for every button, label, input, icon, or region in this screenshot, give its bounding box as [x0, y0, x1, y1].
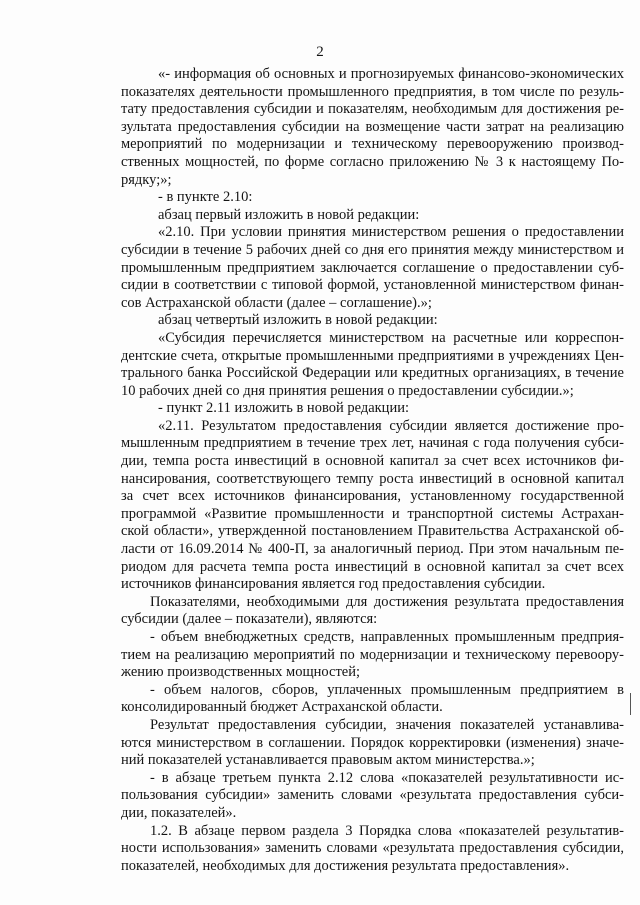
text-line: тием на реализацию мероприятий по модернизации и техническому перевоору-	[121, 646, 624, 663]
text-line: ственных мощностей, по форме согласно приложению № 3 к настоящему По-	[121, 153, 624, 170]
text-line: - объем внебюджетных средств, направленных промышленным предприя-	[150, 629, 624, 645]
text-line: дентские счета, открытые промышленными предприятиями в учреждениях Цен-	[121, 347, 624, 364]
text-line: - в абзаце третьем пункта 2.12 слова «показателей результативности ис-	[150, 769, 624, 786]
text-line: «2.11. Результатом предоставления субсидии является достижение про-	[158, 417, 624, 434]
text-line: ласти от 16.09.2014 № 400-П, за аналогичный период. При этом начальным пе-	[121, 541, 624, 558]
text-line: за счет всех источников финансирования, установленному государственной	[121, 488, 624, 505]
text-line: пользования субсидии» заменить словами «результата предоставления субси-	[121, 787, 624, 804]
text-line: сов Астраханской области (далее – соглашение).»;	[121, 294, 432, 311]
text-line: - пункт 2.11 изложить в новой редакции:	[158, 400, 409, 417]
text-line: «- информация об основных и прогнозируемых финансово-экономических	[158, 66, 624, 82]
text-line: субсидии в течение 5 рабочих дней со дня его принятия между министерством и	[121, 241, 624, 258]
text-line: абзац первый изложить в новой редакции:	[158, 206, 420, 223]
text-line: показателей, необходимых для достижения результата предоставления».	[121, 857, 570, 874]
text-line: «Субсидия перечисляется министерством на расчетные или корреспон-	[158, 329, 624, 346]
text-line: - объем налогов, сборов, уплаченных промышленным предприятием в	[150, 681, 624, 698]
text-line: показателях деятельности промышленного предприятия, в том числе по резуль-	[121, 83, 624, 100]
text-line: дии, показателей».	[121, 804, 237, 821]
margin-mark	[630, 693, 631, 715]
text-line: трального банка Российской Федерации или кредитных организациях, в течение	[121, 365, 624, 382]
text-line: риодом для расчета темпа роста инвестиций в основной капитал за счет всех	[121, 558, 624, 575]
page-number: 2	[316, 44, 324, 60]
text-line: программой «Развитие промышленности и транспортной системы Астрахан-	[121, 505, 624, 522]
text-line: ются министерством в соглашении. Порядок корректировки (изменения) значе-	[121, 734, 624, 751]
text-line: зультата предоставления субсидии на возмещение части затрат на реализацию	[121, 118, 624, 135]
text-line: 10 рабочих дней со дня принятия решения о предоставлении субсидии.»;	[121, 382, 574, 399]
text-line: консолидированный бюджет Астраханской области.	[121, 699, 443, 716]
text-line: сидии в соответствии с типовой формой, установленной министерством финан-	[121, 277, 624, 294]
text-line: рядку;»;	[121, 171, 172, 188]
text-line: мероприятий по модернизации и техническому перевооружению производ-	[121, 136, 624, 153]
text-line: Результат предоставления субсидии, значения показателей устанавлива-	[150, 716, 624, 733]
text-line: ний показателей устанавливается правовым актом министерства.»;	[121, 752, 535, 769]
text-line: ской области», утвержденной постановлением Правительства Астраханской об-	[121, 523, 624, 540]
text-line: нансирования, соответствующего темпу роста инвестиций в основной капитал	[121, 470, 624, 487]
text-line: дии, темпа роста инвестиций в основной капитал за счет всех источников фи-	[121, 453, 624, 470]
text-line: ности использования» заменить словами «результата предоставления субсидии,	[121, 840, 624, 857]
text-line: субсидии (далее – показатели), являются:	[121, 611, 378, 628]
text-line: Показателями, необходимыми для достижения результата предоставления	[150, 593, 624, 610]
text-line: промышленным предприятием заключается соглашение о предоставлении суб-	[121, 259, 624, 276]
text-line: мышленным предприятием в течение трех лет, начиная с года получения субси-	[121, 435, 624, 452]
document-body	[121, 66, 624, 875]
text-line: абзац четвертый изложить в новой редакции:	[158, 312, 438, 329]
text-line: источников финансирования является год предоставления субсидии.	[121, 576, 546, 593]
text-line: тату предоставления субсидии и показателям, необходимым для достижения ре-	[121, 101, 624, 118]
text-line: - в пункте 2.10:	[158, 189, 253, 206]
text-line: жению производственных мощностей;	[121, 664, 361, 681]
text-line: 1.2. В абзаце первом раздела 3 Порядка слова «показателей результатив-	[150, 822, 624, 839]
text-line: «2.10. При условии принятия министерством решения о предоставлении	[158, 224, 624, 241]
